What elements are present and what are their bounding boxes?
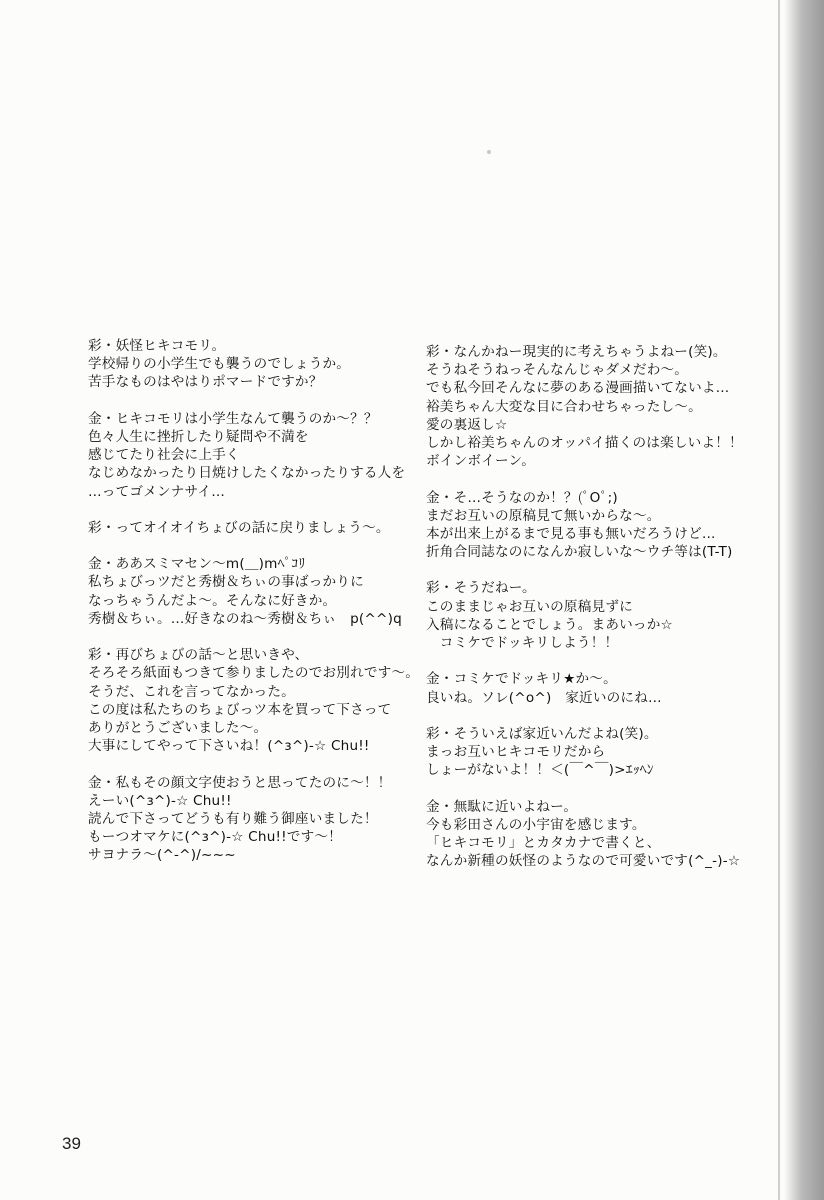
dialogue-line: 彩・なんかねー現実的に考えちゃうよねー(笑)。 bbox=[426, 344, 727, 360]
dialogue-line: そろそろ紙面もつきて参りましたのでお別れです～。 bbox=[88, 665, 420, 682]
dialogue-line: 金・コミケでドッキリ★か～。 bbox=[426, 671, 617, 688]
dialogue-block bbox=[426, 489, 766, 562]
dialogue-block bbox=[88, 555, 418, 628]
dialogue-line: でも私今回そんなに夢のある漫画描いてないよ… bbox=[426, 380, 730, 397]
dialogue-line: まだお互いの原稿見て無いからな～。 bbox=[426, 507, 661, 524]
left-text-column bbox=[88, 337, 418, 883]
dialogue-line: まっお互いヒキコモリだから bbox=[426, 744, 606, 761]
dialogue-line: もーつオマケに(^з^)-☆ Chu!!です～！ bbox=[88, 829, 342, 846]
dialogue-line: サヨナラ～(^-^)/~~~ bbox=[88, 847, 236, 864]
dialogue-block bbox=[426, 725, 766, 780]
dialogue-line: この度は私たちのちょびっツ本を買って下さって bbox=[88, 701, 392, 718]
dialogue-line: しかし裕美ちゃんのオッパイ描くのは楽しいよ！！ bbox=[426, 434, 743, 451]
dialogue-line: 今も彩田さんの小宇宙を感じます。 bbox=[426, 816, 646, 833]
dialogue-line: 「ヒキコモリ」とカタカナで書くと、 bbox=[426, 835, 661, 852]
dialogue-line: そうだ、これを言ってなかった。 bbox=[88, 683, 295, 700]
dialogue-block bbox=[88, 337, 418, 392]
dialogue-block bbox=[88, 774, 418, 865]
dialogue-line: 金・ヒキコモリは小学生なんて襲うのか～？？ bbox=[88, 410, 378, 427]
dialogue-line: 良いね。ソレ(^o^) 家近いのにね… bbox=[426, 689, 662, 706]
dialogue-line: なんか新種の妖怪のようなので可愛いです(^_-)-☆ bbox=[426, 853, 741, 870]
dialogue-line: 感じてたり社会に上手く bbox=[88, 447, 240, 464]
dialogue-line: このままじゃお互いの原稿見ずに bbox=[426, 598, 633, 615]
dialogue-line: コミケでドッキリしよう！！ bbox=[426, 635, 619, 651]
dialogue-block bbox=[88, 646, 418, 755]
dialogue-line: 彩・そうだねー。 bbox=[426, 580, 536, 597]
dialogue-line: そうねそうねっそんなんじゃダメだわ～。 bbox=[426, 362, 689, 379]
dialogue-line: えーい(^з^)-☆ Chu!! bbox=[88, 792, 232, 809]
dialogue-line: 金・ああスミマセン～m(＿)mﾍﾟｺﾘ bbox=[88, 556, 306, 573]
dialogue-block bbox=[88, 519, 418, 537]
dialogue-block bbox=[426, 670, 766, 706]
dialogue-block bbox=[426, 798, 766, 871]
dialogue-line: なっちゃうんだよ～。そんなに好きか。 bbox=[88, 592, 337, 609]
dialogue-line: 苦手なものはやはりポマードですか？ bbox=[88, 374, 323, 391]
dialogue-block bbox=[426, 343, 766, 470]
dialogue-line: 彩・再びちょびの話～と思いきや、 bbox=[88, 647, 309, 664]
dialogue-line: ありがとうございました～。 bbox=[88, 719, 268, 736]
dialogue-line: しょーがないよ！！＜(￣^￣)>ｴｯﾍﾝ bbox=[426, 762, 654, 779]
dialogue-line: 彩・妖怪ヒキコモリ。 bbox=[88, 338, 226, 354]
dialogue-line: ボインボイーン。 bbox=[426, 453, 535, 470]
dialogue-line: 読んで下さってどうも有り難う御座いました！ bbox=[88, 810, 378, 827]
dialogue-line: 愛の裏返し☆ bbox=[426, 416, 508, 433]
page-edge-shadow bbox=[784, 0, 824, 1200]
dialogue-line: 金・そ…そうなのか！？(ﾟOﾟ;) bbox=[426, 489, 618, 506]
dialogue-line: 折角合同誌なのになんか寂しいな～ウチ等は(T-T) bbox=[426, 544, 733, 561]
dialogue-line: 大事にしてやって下さいね！(^з^)-☆ Chu!! bbox=[88, 738, 370, 755]
dialogue-line: なじめなかったり日焼けしたくなかったりする人を bbox=[88, 465, 406, 482]
dialogue-line: 金・私もその顔文字使おうと思ってたのに～！！ bbox=[88, 774, 392, 791]
dialogue-line: 学校帰りの小学生でも襲うのでしょうか。 bbox=[88, 356, 351, 373]
dialogue-line: 本が出来上がるまで見る事も無いだろうけど… bbox=[426, 525, 716, 542]
dialogue-block bbox=[426, 579, 766, 652]
dialogue-line: 秀樹＆ちぃ。…好きなのね～秀樹＆ちぃ p(^^)q bbox=[88, 610, 402, 627]
dialogue-block bbox=[88, 410, 418, 501]
dialogue-line: 入稿になることでしょう。まあいっか☆ bbox=[426, 616, 673, 633]
dialogue-line: …ってゴメンナサイ… bbox=[88, 483, 225, 500]
paper-speck bbox=[487, 150, 491, 154]
dialogue-line: 金・無駄に近いよねー。 bbox=[426, 798, 578, 815]
dialogue-line: 彩・そういえば家近いんだよね(笑)。 bbox=[426, 725, 658, 742]
dialogue-line: 色々人生に挫折したり疑問や不満を bbox=[88, 428, 309, 445]
page-gutter-line bbox=[778, 0, 780, 1200]
dialogue-line: 私ちょびっツだと秀樹＆ちぃの事ばっかりに bbox=[88, 574, 364, 591]
page-number: 39 bbox=[62, 1134, 81, 1153]
dialogue-line: 彩・ってオイオイちょびの話に戻りましょう～。 bbox=[88, 519, 390, 536]
dialogue-line: 裕美ちゃん大変な目に合わせちゃったし～。 bbox=[426, 398, 702, 415]
right-text-column bbox=[426, 343, 766, 889]
